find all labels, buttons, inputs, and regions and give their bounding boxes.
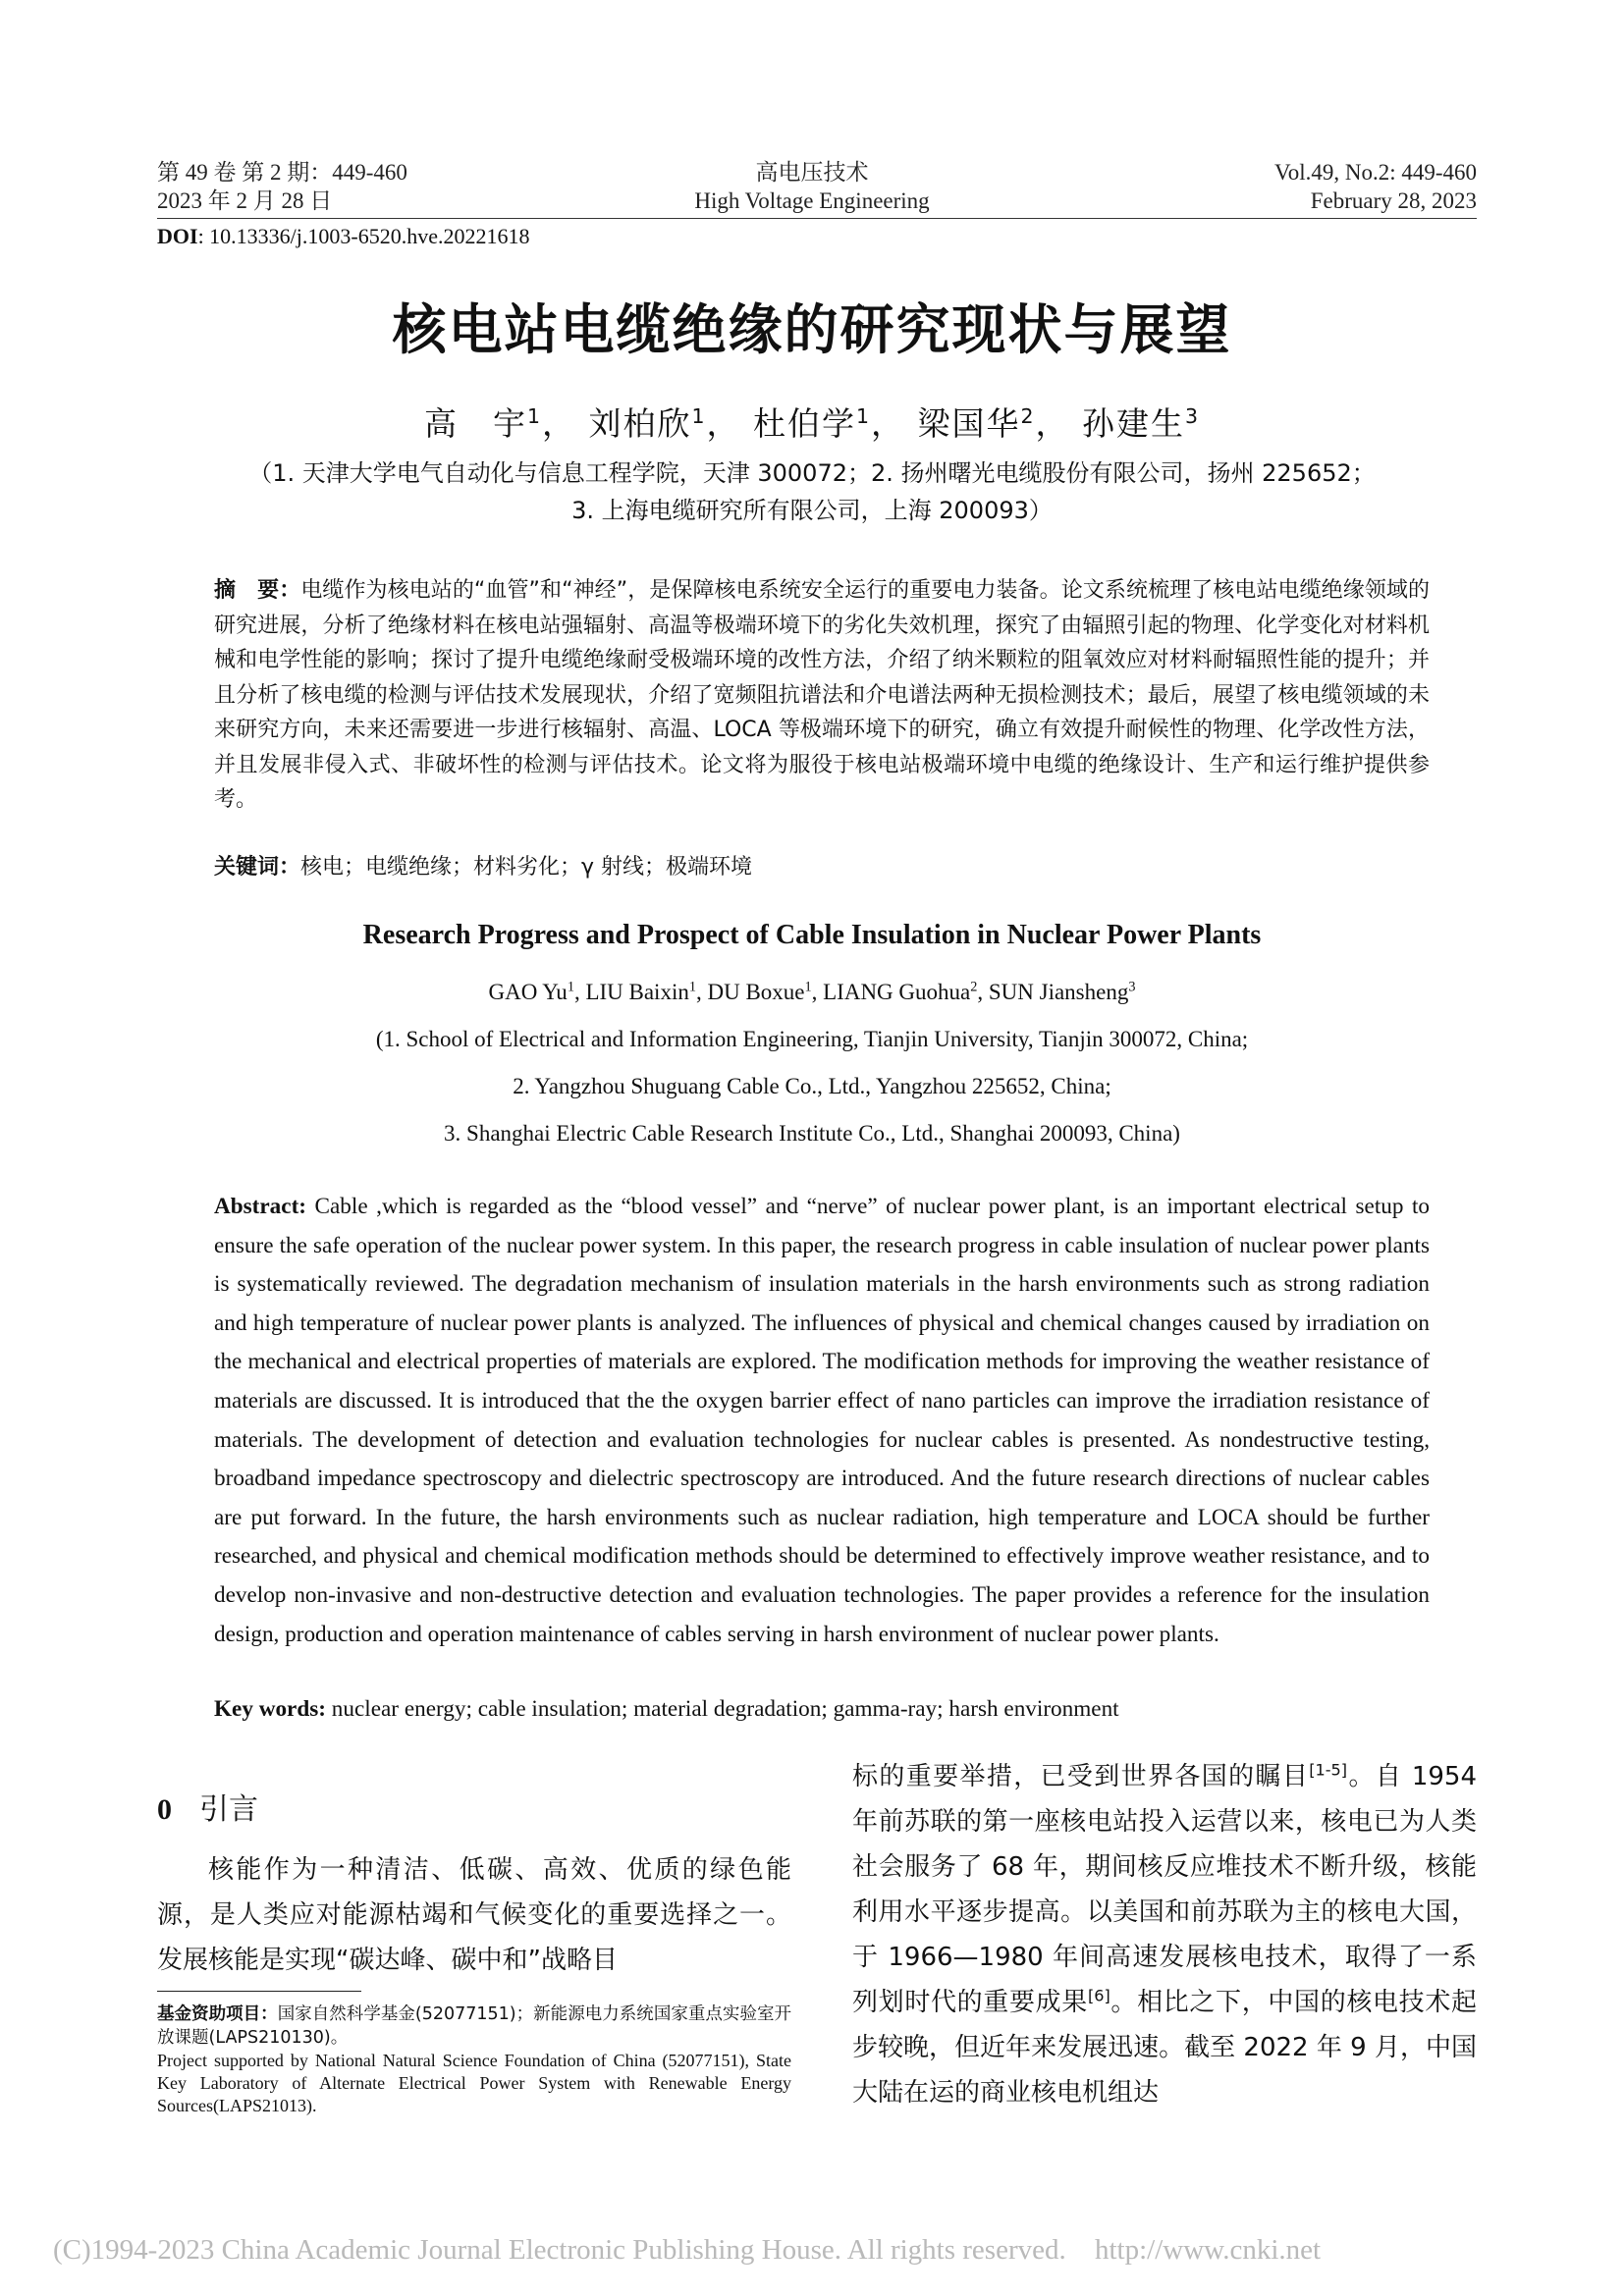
abstract-en-label: Abstract: (214, 1194, 307, 1219)
issue-date-en: February 28, 2023 (1310, 188, 1477, 213)
keywords-cn-label: 关键词： (214, 855, 301, 880)
section-number: 0 (157, 1793, 172, 1826)
journal-name-cn: 高电压技术 (755, 160, 869, 185)
author-affil-mark: 3 (1185, 404, 1201, 428)
author-cn: 梁国华 (917, 404, 1021, 443)
paper-title-cn: 核电站电缆绝缘的研究现状与展望 (392, 298, 1232, 361)
affiliations-cn (0, 454, 1624, 529)
body-text: 。自 1954 年前苏联的第一座核电站投入运营以来，核电已为人类社会服务了 68 年，期间核反应堆技术不断升级，核能利用水平逐步提高。以美国和前苏联为主的核电大国，于 1966—1980 年间高速发展核电技术，取得了一系列划时代的重要成果 (852, 1762, 1477, 2017)
doi (157, 224, 530, 249)
citation-ref: [1-5] (1309, 1760, 1348, 1780)
author-en: LIANG Guohua (823, 980, 971, 1004)
journal-name (616, 158, 1008, 215)
section-heading (157, 1785, 258, 1828)
author-affil-mark: 1 (855, 404, 871, 428)
affiliation-en-line: 2. Yangzhou Shuguang Cable Co., Ltd., Yangzhou 225652, China; (513, 1074, 1111, 1098)
affiliation-cn-line: （1. 天津大学电气自动化与信息工程学院，天津 300072；2. 扬州曙光电缆股份有限公司，扬州 225652； (248, 459, 1376, 487)
paper-title-en: Research Progress and Prospect of Cable Insulation in Nuclear Power Plants (362, 920, 1262, 950)
section-title: 引言 (199, 1792, 258, 1827)
body-paragraph-left: 核能作为一种清洁、低碳、高效、优质的绿色能源，是人类应对能源枯竭和气候变化的重要选择之一。发展核能是实现“碳达峰、碳中和”战略目 (157, 1855, 791, 1975)
author-cn: 高 宇 (423, 404, 527, 443)
copyright-text: (C)1994-2023 China Academic Journal Electronic Publishing House. All rights reserved. (53, 2234, 1066, 2266)
abstract-cn-text: 电缆作为核电站的“血管”和“神经”，是保障核电系统安全运行的重要电力装备。论文系统梳理了核电站电缆绝缘领域的研究进展，分析了绝缘材料在核电站强辐射、高温等极端环境下的劣化失效机理，探究了由辐照引起的物理、化学变化对材料机械和电学性能的影响；探讨了提升电缆绝缘耐受极端环境的改性方法，介绍了纳米颗粒的阻氧效应对材料耐辐照性能的提升；并且分析了核电缆的检测与评估技术发展现状，介绍了宽频阻抗谱法和介电谱法两种无损检测技术；最后，展望了核电缆领域的未来研究方向，未来还需要进一步进行核辐射、高温、LOCA 等极端环境下的研究，确立有效提升耐候性的物理、化学改性方法，并且发展非侵入式、非破坏性的检测与评估技术。论文将为服役于核电站极端环境中电缆的绝缘设计、生产和运行维护提供参考。 (214, 578, 1430, 812)
keywords-en-text: nuclear energy; cable insulation; material degradation; gamma-ray; harsh environment (331, 1696, 1119, 1722)
cnki-url[interactable]: http://www.cnki.net (1094, 2234, 1322, 2266)
author-affil-mark: 1 (691, 404, 707, 428)
body-text: 。相比之下，中国的核电技术起步较晚，但近年来发展迅速。截至 2022 年 9 月，中国大陆在运的商业核电机组达 (852, 1988, 1477, 2108)
body-paragraph-right (852, 1754, 1477, 2115)
author-cn: 杜伯学 (752, 404, 856, 443)
issue-volume: 第 49 卷 第 2 期：449-460 (157, 160, 407, 185)
keywords-cn-text: 核电；电缆绝缘；材料劣化；γ 射线；极端环境 (300, 855, 753, 880)
footnote-funding-cn (157, 2002, 791, 2050)
author-cn: 孙建生 (1082, 404, 1186, 443)
journal-issue-info-en (1274, 158, 1477, 215)
journal-name-en: High Voltage Engineering (694, 188, 930, 213)
abstract-cn-label: 摘 要： (214, 578, 301, 603)
keywords-cn (214, 850, 1430, 881)
header-rule (157, 218, 1477, 219)
author-affil-mark: 2 (970, 979, 978, 995)
author-affil-mark: 1 (688, 979, 696, 995)
author-en: SUN Jiansheng (988, 980, 1129, 1004)
journal-issue-info (157, 158, 407, 215)
abstract-en-text: Cable ,which is regarded as the “blood vessel” and “nerve” of nuclear power plant, is an important electrical setup to ensure the safe operation of the nuclear power system. In this paper, the research progress in cable insulation of nuclear power plants is systematically reviewed. The degradation mechanism of insulation materials in the harsh environments such as strong radiation and high temperature of nuclear power plants is analyzed. The influences of physical and chemical changes caused by irradiation on the mechanical and electrical properties of materials are explored. The modification methods for improving the weather resistance of materials are discussed. It is introduced that the the oxygen barrier effect of nano particles can improve the irradiation resistance of materials. The development of detection and evaluation technologies for nuclear cables is presented. As nondestructive testing, broadband impedance spectroscopy and dielectric spectroscopy are introduced. And the future research directions of nuclear cables are put forward. In the future, the harsh environments such as nuclear radiation, high temperature and LOCA should be further researched, and physical and chemical modification methods should be determined to effectively improve weather resistance, and to develop non-invasive and non-destructive detection and evaluation technologies. The paper provides a reference for the insulation design, production and operation maintenance of cables serving in harsh environment of nuclear power plants. (214, 1194, 1431, 1647)
footnote-funding-text: 国家自然科学基金(52077151)；新能源电力系统国家重点实验室开放课题(LAPS210130)。 (157, 2004, 791, 2048)
footnote-rule (157, 1991, 361, 1992)
author-en: DU Boxue (707, 980, 805, 1004)
author-cn: 刘柏欣 (588, 404, 692, 443)
author-affil-mark: 1 (804, 979, 812, 995)
affiliation-cn-line: 3. 上海电缆研究所有限公司，上海 200093） (571, 497, 1053, 524)
copyright-footer (53, 2234, 1585, 2267)
abstract-en (214, 1188, 1430, 1654)
keywords-en (214, 1696, 1430, 1723)
author-affil-mark: 1 (567, 979, 574, 995)
author-en: GAO Yu (488, 980, 568, 1004)
issue-volume-en: Vol.49, No.2: 449-460 (1274, 160, 1477, 185)
footnote-funding-label: 基金资助项目： (157, 2004, 278, 2024)
author-en: LIU Baixin (585, 980, 689, 1004)
author-affil-mark: 2 (1020, 404, 1036, 428)
footnote-funding-en: Project supported by National Natural Science Foundation of China (52077151), State Key Laboratory of Alternate Electrical Power System with Renewable Energy Sources(LAPS21013). (157, 2051, 791, 2115)
affiliation-en-line: (1. School of Electrical and Information Engineering, Tianjin University, Tianjin 300072, China; (375, 1027, 1249, 1051)
keywords-en-label: Key words: (214, 1696, 326, 1722)
author-affil-mark: 1 (526, 404, 542, 428)
doi-value: : 10.13336/j.1003-6520.hve.20221618 (197, 224, 530, 248)
doi-label: DOI (157, 224, 198, 248)
author-affil-mark: 3 (1128, 979, 1136, 995)
authors-cn: 高 宇$^1$， 刘柏欣$^1$， 杜伯学$^1$， 梁国华$^2$， 孙建生$^3$ (423, 404, 1201, 443)
citation-ref: [6] (1087, 1986, 1110, 2005)
body-text: 标的重要举措，已受到世界各国的瞩目 (852, 1762, 1310, 1791)
affiliation-en-line: 3. Shanghai Electric Cable Research Institute Co., Ltd., Shanghai 200093, China) (444, 1121, 1180, 1146)
abstract-cn (214, 573, 1430, 818)
issue-date-cn: 2023 年 2 月 28 日 (157, 188, 333, 213)
authors-en: GAO Yu$^1$, LIU Baixin$^1$, DU Boxue$^1$, LIANG Guohua$^2$, SUN Jiansheng$^3$ (488, 979, 1136, 1004)
